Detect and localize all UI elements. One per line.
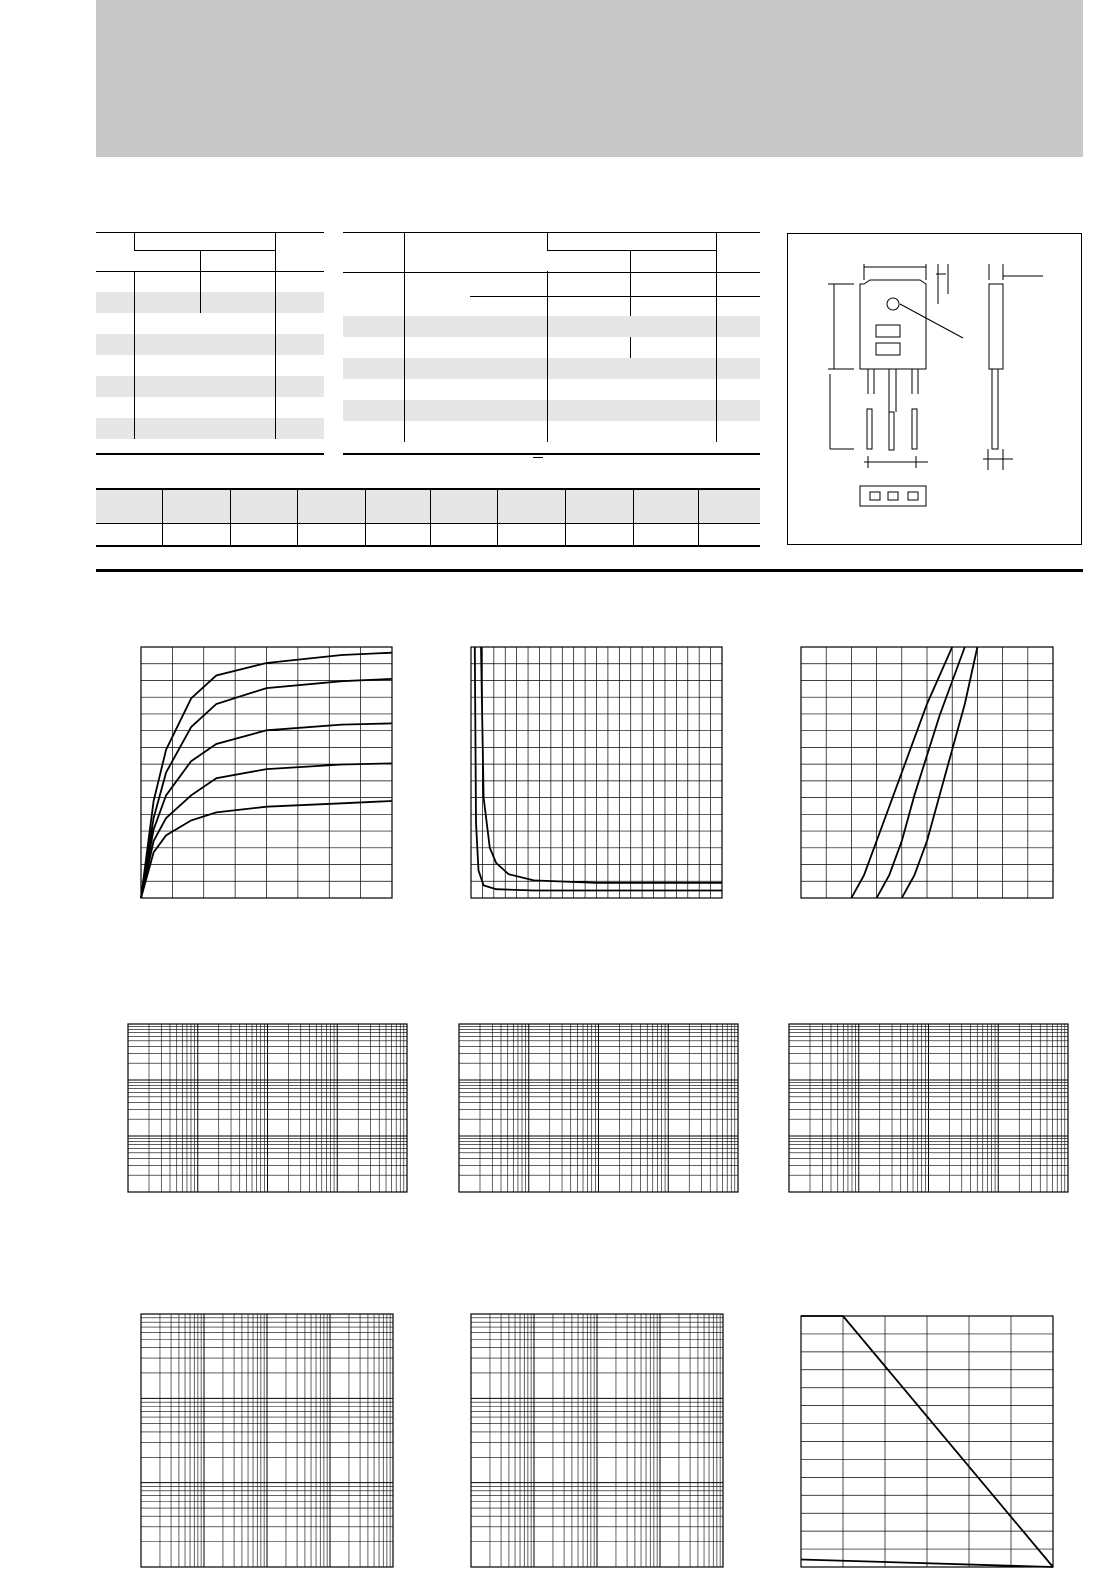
package-drawing bbox=[788, 234, 1081, 544]
header-band bbox=[96, 0, 1083, 157]
chart-plot bbox=[788, 1023, 1069, 1193]
ratings-top-rule bbox=[96, 232, 324, 233]
table-row bbox=[96, 397, 324, 418]
hfe-table-mid-rule bbox=[96, 523, 760, 524]
chart-ic-vce bbox=[140, 646, 393, 899]
table-row bbox=[343, 271, 760, 294]
char-header-rule bbox=[343, 272, 760, 273]
package-outline-box bbox=[787, 233, 1082, 545]
chart-theta-t bbox=[788, 1023, 1069, 1193]
hfe-col-divider bbox=[430, 490, 431, 546]
table-row bbox=[343, 232, 760, 251]
hfe-col-divider bbox=[365, 490, 366, 546]
table-row bbox=[96, 418, 324, 439]
chart-plot bbox=[458, 1023, 739, 1193]
ratings-table bbox=[96, 232, 324, 439]
char-row-rule-partial bbox=[470, 296, 548, 297]
table-row bbox=[343, 316, 760, 337]
hfe-col-divider bbox=[297, 490, 298, 546]
hfe-col-divider bbox=[497, 490, 498, 546]
table-row bbox=[96, 376, 324, 397]
chart-plot bbox=[140, 1313, 394, 1568]
chart-hfe-ic-2 bbox=[458, 1023, 739, 1193]
table-row bbox=[343, 379, 760, 400]
table-row bbox=[96, 232, 324, 251]
table-row bbox=[343, 337, 760, 358]
chart-plot bbox=[800, 646, 1054, 899]
section-divider bbox=[96, 569, 1083, 572]
hfe-table-bottom-rule bbox=[96, 545, 760, 547]
table-row bbox=[96, 334, 324, 355]
chart-plot bbox=[127, 1023, 408, 1193]
ratings-header-rule bbox=[96, 271, 324, 272]
chart-soa bbox=[470, 1313, 724, 1568]
chart-plot bbox=[800, 1315, 1054, 1568]
hfe-col-divider bbox=[698, 490, 699, 546]
char-top-rule bbox=[343, 232, 760, 233]
table-row bbox=[343, 421, 760, 442]
table-row bbox=[343, 400, 760, 421]
chart-pc-ta bbox=[800, 1315, 1054, 1568]
ratings-bottom-rule bbox=[96, 453, 324, 455]
chart-ic-vbe bbox=[800, 646, 1054, 899]
hfe-table-header bbox=[96, 490, 760, 523]
hfe-col-divider bbox=[633, 490, 634, 546]
hfe-col-divider bbox=[230, 490, 231, 546]
chart-plot bbox=[470, 646, 723, 899]
chart-vce-sat bbox=[470, 646, 723, 899]
char-bottom-rule bbox=[343, 453, 760, 455]
table-row bbox=[343, 358, 760, 379]
chart-ft-ie bbox=[140, 1313, 394, 1568]
table-row bbox=[96, 355, 324, 376]
char-row-rule bbox=[548, 296, 760, 297]
char-small-mark bbox=[533, 457, 543, 458]
table-row bbox=[96, 292, 324, 313]
chart-plot bbox=[470, 1313, 724, 1568]
chart-plot bbox=[140, 646, 393, 899]
hfe-col-divider bbox=[162, 490, 163, 546]
table-row bbox=[96, 313, 324, 334]
hfe-col-divider bbox=[565, 490, 566, 546]
characteristics-table bbox=[343, 232, 760, 442]
chart-hfe-ic-1 bbox=[127, 1023, 408, 1193]
table-row bbox=[96, 271, 324, 292]
